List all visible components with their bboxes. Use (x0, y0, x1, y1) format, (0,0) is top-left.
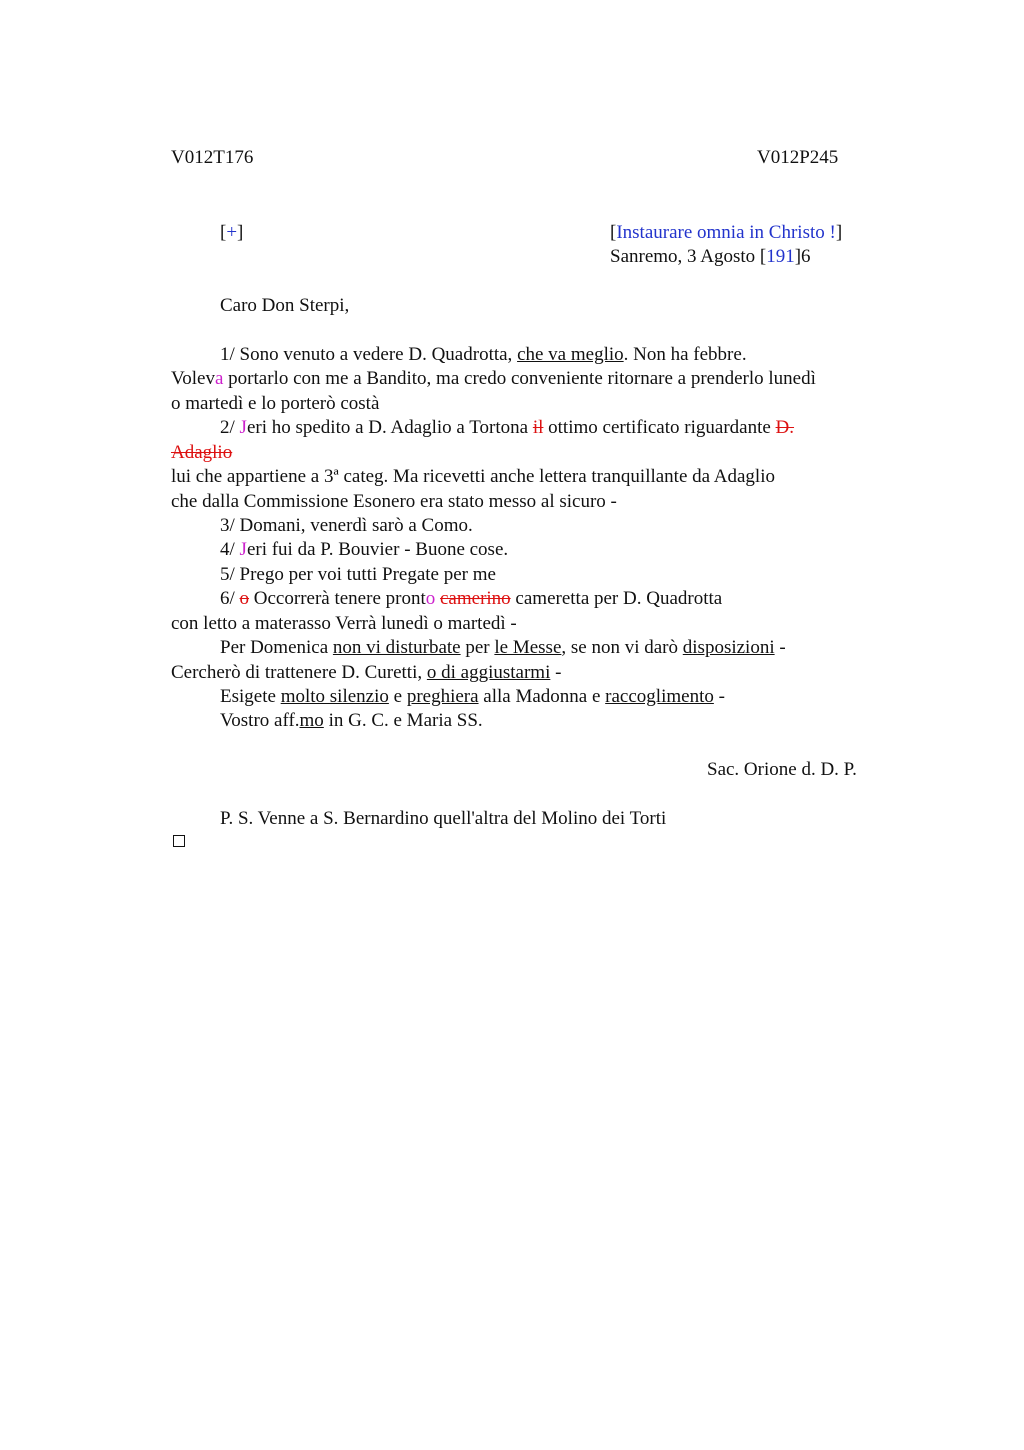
date-line: Sanremo, 3 Agosto [191]6 (610, 246, 811, 267)
paragraph-5: 5/ Prego per voi tutti Pregate per me (220, 564, 496, 585)
signature: Sac. Orione d. D. P. (707, 759, 857, 780)
paragraph-6: 6/ o Occorrerà tenere pronto camerino cameretta per D. Quadrotta (220, 588, 723, 609)
document-code-left: V012T176 (171, 147, 254, 168)
cross-heading: [+] (220, 222, 244, 243)
paragraph-1: 1/ Sono venuto a vedere D. Quadrotta, che va meglio. Non ha febbre. (220, 344, 747, 365)
salutation: Caro Don Sterpi, (220, 295, 350, 316)
closing-line: Vostro aff.mo in G. C. e Maria SS. (220, 710, 483, 731)
postscript: P. S. Venne a S. Bernardino quell'altra del Molino dei Torti (220, 808, 667, 829)
paragraph-3: 3/ Domani, venerdì sarò a Como. (220, 515, 473, 536)
paragraph-8: Esigete molto silenzio e preghiera alla Madonna e raccoglimento - (220, 686, 725, 707)
end-of-document-square-icon (173, 835, 185, 847)
paragraph-2-line-3: lui che appartiene a 3ª categ. Ma ricevetti anche lettera tranquillante da Adaglio (171, 466, 775, 487)
paragraph-2: 2/ Jeri ho spedito a D. Adaglio a Tortona il ottimo certificato riguardante D. (220, 417, 795, 438)
document-code-right: V012P245 (757, 147, 839, 168)
paragraph-6-line-2: con letto a materasso Verrà lunedì o martedì - (171, 613, 517, 634)
paragraph-1-line-3: o martedì e lo porterò costà (171, 393, 380, 414)
paragraph-2-deleted-word: Adaglio (171, 442, 233, 463)
paragraph-1-line-2: Voleva portarlo con me a Bandito, ma credo conveniente ritornare a prenderlo lunedì (171, 368, 816, 389)
paragraph-4: 4/ Jeri fui da P. Bouvier - Buone cose. (220, 539, 509, 560)
paragraph-7-line-2: Cercherò di trattenere D. Curetti, o di aggiustarmi - (171, 662, 562, 683)
motto: [Instaurare omnia in Christo !] (610, 222, 843, 243)
paragraph-2-line-4: che dalla Commissione Esonero era stato messo al sicuro - (171, 491, 617, 512)
paragraph-7: Per Domenica non vi disturbate per le Messe, se non vi darò disposizioni - (220, 637, 786, 658)
